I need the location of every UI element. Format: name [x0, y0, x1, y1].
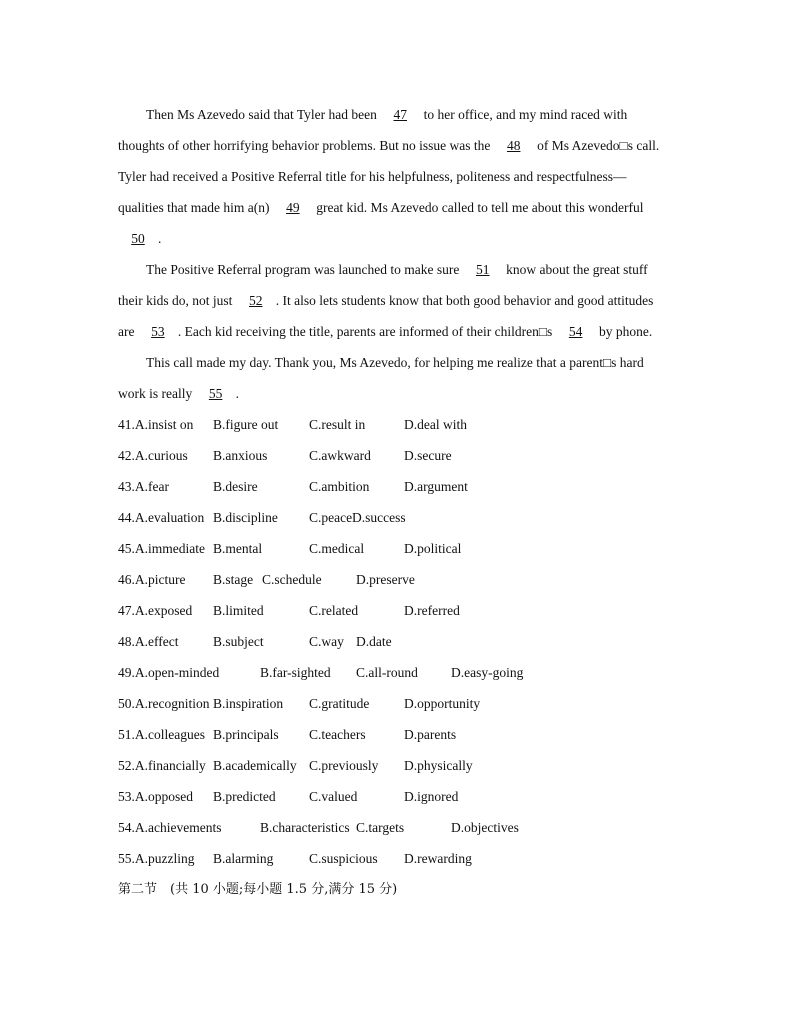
blank-52: 52: [249, 293, 263, 308]
option-42-D: D.secure: [404, 448, 452, 463]
passage-text: of Ms Azevedo□s call.: [533, 138, 660, 153]
option-44-D: D.success: [352, 510, 406, 525]
blank-54: 54: [568, 324, 583, 339]
option-54-C: C.targets: [356, 820, 405, 835]
option-53-B: B.predicted: [213, 789, 276, 804]
option-53-A: 53.A.opposed: [118, 789, 193, 804]
option-54-A: 54.A.achievements: [118, 820, 222, 835]
passage-text: work is really: [118, 386, 196, 401]
passage-text: their kids do, not just: [118, 293, 236, 308]
option-55-B: B.alarming: [213, 851, 274, 866]
passage-text: . Each kid receiving the title, parents are informed of their children□s: [177, 324, 556, 339]
option-46-C: C.schedule: [262, 572, 322, 587]
passage-line: [118, 386, 239, 402]
passage-text: by phone.: [595, 324, 653, 339]
option-54-B: B.characteristics: [260, 820, 350, 835]
option-50-C: C.gratitude: [309, 696, 370, 711]
option-42-A: 42.A.curious: [118, 448, 188, 463]
blank-53: 53: [151, 324, 165, 339]
option-55-C: C.suspicious: [309, 851, 378, 866]
passage-text: are: [118, 324, 138, 339]
option-44-A: 44.A.evaluation: [118, 510, 205, 525]
option-52-D: D.physically: [404, 758, 473, 773]
passage-line: [118, 169, 627, 185]
option-52-C: C.previously: [309, 758, 379, 773]
passage-line: [118, 293, 653, 309]
option-43-A: 43.A.fear: [118, 479, 169, 494]
option-50-D: D.opportunity: [404, 696, 481, 711]
section-heading: 第二节 (共 10 小题;每小题 1.5 分,满分 15 分): [118, 882, 398, 897]
blank-47: 47: [393, 107, 407, 122]
option-48-A: 48.A.effect: [118, 634, 179, 649]
blank-49: 49: [286, 200, 300, 215]
option-45-A: 45.A.immediate: [118, 541, 205, 556]
passage-text: .: [235, 386, 239, 401]
option-55-A: 55.A.puzzling: [118, 851, 195, 866]
option-51-B: B.principals: [213, 727, 279, 742]
option-41-A: 41.A.insist on: [118, 417, 194, 432]
option-52-A: 52.A.financially: [118, 758, 206, 773]
option-51-C: C.teachers: [309, 727, 366, 742]
passage-text: thoughts of other horrifying behavior problems. But no issue was the: [118, 138, 494, 153]
option-53-C: C.valued: [309, 789, 358, 804]
option-41-C: C.result in: [309, 417, 366, 432]
passage-text: to her office, and my mind raced with: [420, 107, 628, 122]
option-43-B: B.desire: [213, 479, 258, 494]
option-42-C: C.awkward: [309, 448, 371, 463]
option-49-C: C.all-round: [356, 665, 418, 680]
option-50-A: 50.A.recognition: [118, 696, 210, 711]
blank-55: 55: [208, 386, 223, 401]
blank-51: 51: [476, 262, 490, 277]
option-51-D: D.parents: [404, 727, 457, 742]
blank-48: 48: [506, 138, 521, 153]
passage-text: Then Ms Azevedo said that Tyler had been: [146, 107, 381, 122]
option-42-B: B.anxious: [213, 448, 268, 463]
passage-line: [118, 138, 659, 154]
option-44-B: B.discipline: [213, 510, 278, 525]
option-54-D: D.objectives: [451, 820, 519, 835]
option-45-D: D.political: [404, 541, 462, 556]
passage-line: [118, 324, 652, 340]
option-46-B: B.stage: [213, 572, 254, 587]
passage-line: [146, 355, 644, 371]
option-49-D: D.easy-going: [451, 665, 524, 680]
passage-line: [118, 231, 161, 247]
option-43-D: D.argument: [404, 479, 468, 494]
passage-line: [146, 262, 648, 278]
passage-line: [118, 200, 644, 216]
option-50-B: B.inspiration: [213, 696, 284, 711]
option-45-B: B.mental: [213, 541, 263, 556]
passage-line: [146, 107, 627, 123]
option-48-D: D.date: [356, 634, 392, 649]
passage-text: great kid. Ms Azevedo called to tell me about this wonderful: [312, 200, 644, 215]
passage-text: The Positive Referral program was launched to make sure: [146, 262, 463, 277]
passage-text: Tyler had received a Positive Referral title for his helpfulness, politeness and respectfulness—: [118, 169, 627, 184]
option-53-D: D.ignored: [404, 789, 459, 804]
option-46-A: 46.A.picture: [118, 572, 186, 587]
option-47-A: 47.A.exposed: [118, 603, 193, 618]
option-41-D: D.deal with: [404, 417, 467, 432]
option-46-D: D.preserve: [356, 572, 415, 587]
option-48-B: B.subject: [213, 634, 264, 649]
passage-text: know about the great stuff: [502, 262, 648, 277]
passage-text: qualities that made him a(n): [118, 200, 273, 215]
option-47-C: C.related: [309, 603, 359, 618]
blank-50: 50: [131, 231, 145, 246]
option-52-B: B.academically: [213, 758, 297, 773]
option-47-B: B.limited: [213, 603, 264, 618]
option-44-C: C.peace: [309, 510, 353, 525]
option-49-A: 49.A.open-minded: [118, 665, 220, 680]
option-55-D: D.rewarding: [404, 851, 472, 866]
passage-text: .: [158, 231, 162, 246]
option-43-C: C.ambition: [309, 479, 370, 494]
option-48-C: C.way: [309, 634, 344, 649]
option-41-B: B.figure out: [213, 417, 279, 432]
passage-text: . It also lets students know that both good behavior and good attitudes: [275, 293, 654, 308]
option-45-C: C.medical: [309, 541, 365, 556]
option-47-D: D.referred: [404, 603, 460, 618]
option-51-A: 51.A.colleagues: [118, 727, 205, 742]
option-49-B: B.far-sighted: [260, 665, 331, 680]
passage-text: This call made my day. Thank you, Ms Azevedo, for helping me realize that a parent□s hard: [146, 355, 644, 370]
